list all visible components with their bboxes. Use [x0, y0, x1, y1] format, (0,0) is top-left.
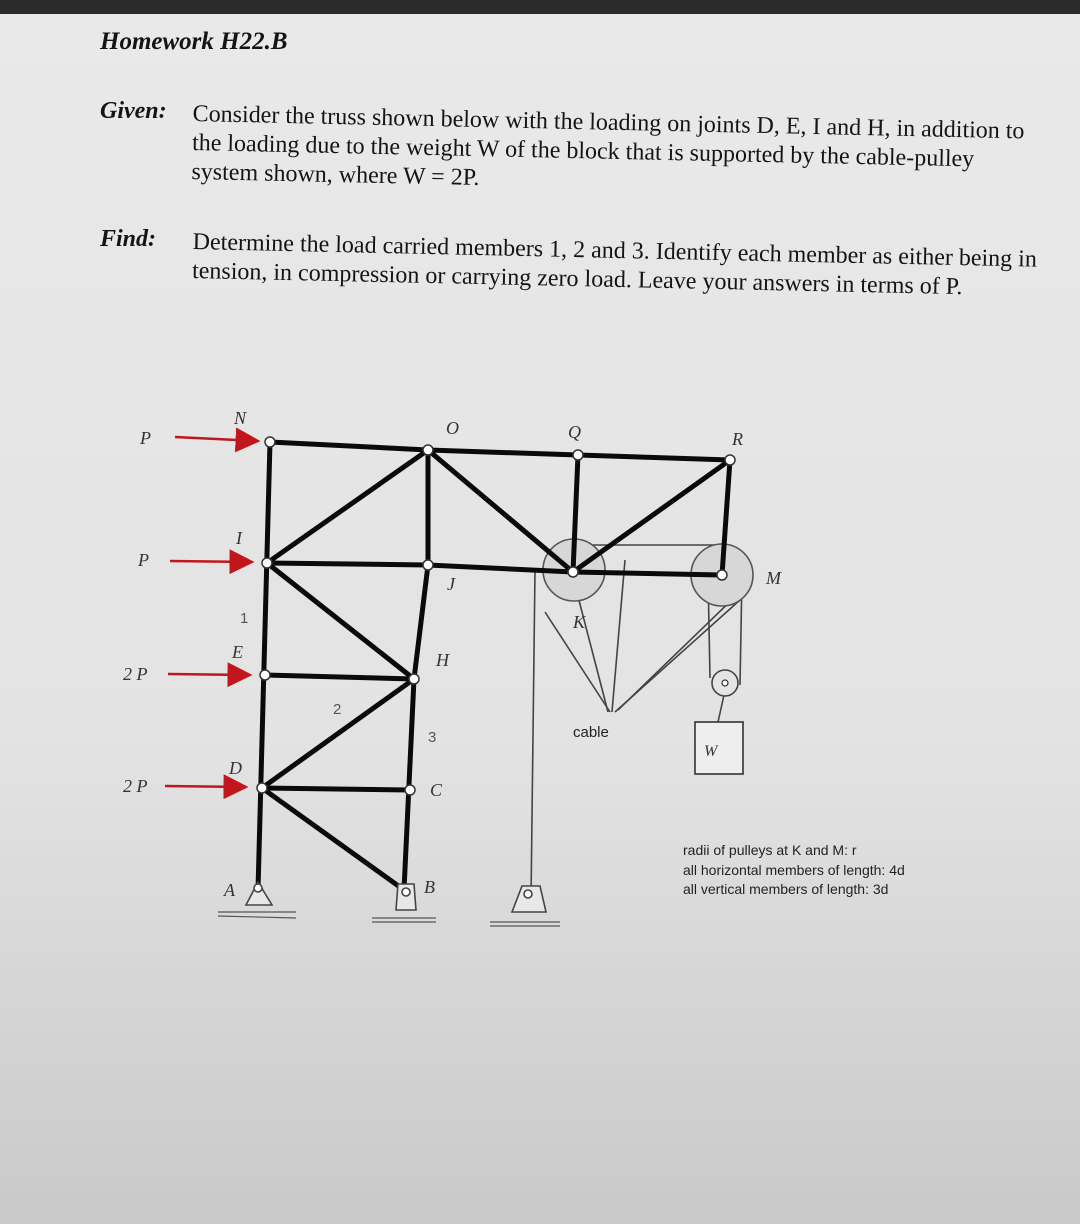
note-horizontal-length: all horizontal members of length: 4d: [683, 862, 905, 878]
joint-i: [262, 558, 272, 568]
member-label-1: 1: [240, 610, 249, 627]
member-no: [270, 442, 428, 450]
load-label-4: 2 P: [123, 776, 148, 796]
member-2: [262, 679, 414, 788]
weight-block: [695, 722, 743, 774]
cable-line: [612, 560, 625, 712]
joint-label-o: O: [446, 418, 459, 438]
member-1: [267, 563, 414, 679]
joint-e: [260, 670, 270, 680]
joint-m: [717, 570, 727, 580]
joint-label-a: A: [224, 880, 235, 900]
load-arrow-e: [168, 674, 250, 675]
joint-d: [257, 783, 267, 793]
member-ok: [428, 450, 573, 572]
joint-label-r: R: [732, 429, 743, 449]
load-label-2: P: [138, 550, 149, 570]
joint-label-k: K: [573, 612, 586, 632]
member-km: [573, 572, 722, 575]
page-title: Homework H22.B: [100, 28, 288, 55]
joint-c: [405, 785, 415, 795]
member-io: [267, 450, 428, 563]
given-label: Given:: [100, 98, 167, 124]
joint-label-h: H: [436, 650, 449, 670]
block-hanger: [718, 695, 724, 722]
member-left-column: [258, 442, 270, 890]
find-label: Find:: [100, 226, 157, 252]
cable-line: [575, 585, 608, 712]
find-text: Determine the load carried members 1, 2 and 3. Identify each member as either being in tension, in compression or carrying zero load. Leave your answers in terms of P.: [191, 228, 1038, 301]
member-dc: [262, 788, 410, 790]
load-arrow-n: [175, 437, 258, 441]
load-label-3: 2 P: [123, 664, 148, 684]
member-eh: [265, 675, 414, 679]
joint-label-d: D: [229, 758, 242, 778]
member-db: [262, 788, 404, 890]
cable-label: cable: [573, 724, 609, 741]
load-arrow-i: [170, 561, 252, 562]
note-pulley-radii: radii of pulleys at K and M: r: [683, 842, 857, 858]
joint-label-j: J: [447, 574, 455, 594]
joint-o: [423, 445, 433, 455]
joint-label-i: I: [236, 528, 242, 548]
joint-label-e: E: [232, 642, 243, 662]
joint-label-n: N: [234, 408, 247, 428]
joint-label-c: C: [430, 780, 443, 800]
load-label-1: P: [140, 428, 151, 448]
given-text: Consider the truss shown below with the loading on joints D, E, I and H, in addition to the loading due to the weight W of the block that is supported by the cable-pulley system shown, where W = 2P.: [191, 100, 1025, 192]
member-qr: [578, 455, 730, 460]
joint-label-b: B: [424, 877, 435, 897]
member-label-2: 2: [333, 701, 342, 718]
joint-h: [409, 674, 419, 684]
joint-q: [573, 450, 583, 460]
joint-r: [725, 455, 735, 465]
support-column-line: [531, 570, 535, 900]
joint-j: [423, 560, 433, 570]
member-ij: [267, 563, 428, 565]
note-vertical-length: all vertical members of length: 3d: [683, 881, 889, 897]
joint-label-m: M: [766, 568, 781, 588]
member-label-3: 3: [428, 729, 437, 746]
member-oq: [428, 450, 578, 455]
block-label: W: [704, 743, 718, 760]
load-arrow-d: [165, 786, 246, 787]
joint-k: [568, 567, 578, 577]
joint-label-q: Q: [568, 422, 581, 442]
member-jh: [414, 565, 428, 679]
joint-n: [265, 437, 275, 447]
